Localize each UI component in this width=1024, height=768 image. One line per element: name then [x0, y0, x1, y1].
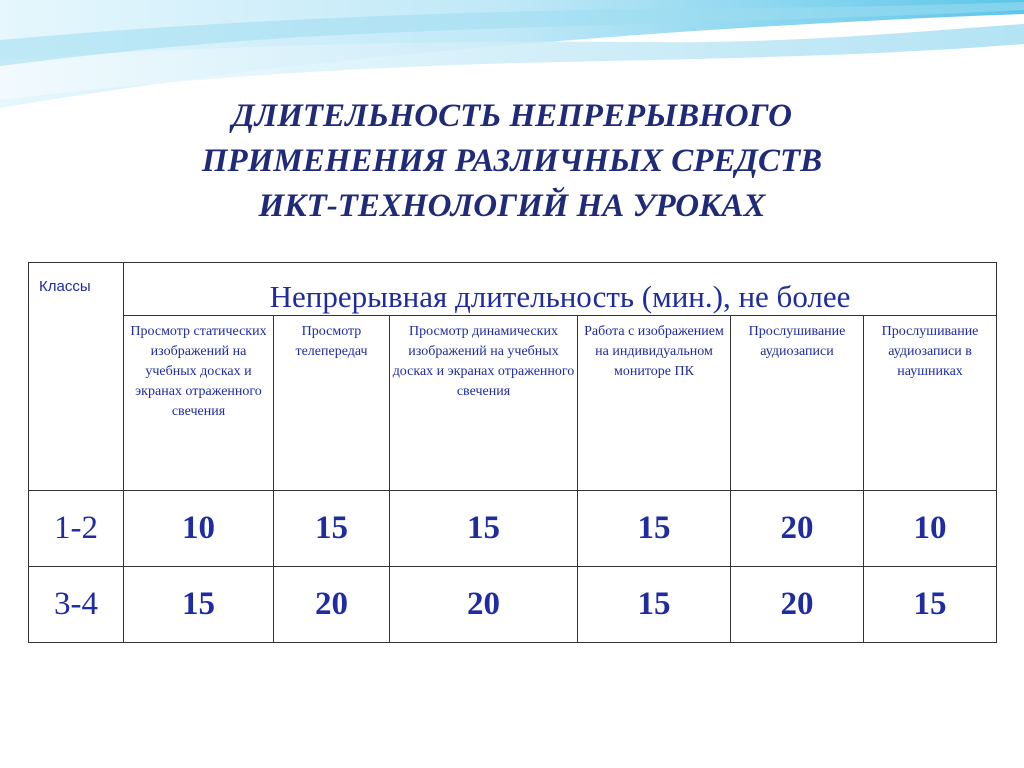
- table-cell: 15: [864, 567, 997, 643]
- header-duration-group: Непрерывная длительность (мин.), не более: [124, 263, 997, 316]
- column-header: Работа с изображением на индивидуальном мониторе ПК: [578, 316, 731, 491]
- table-cell: 10: [124, 491, 274, 567]
- table-row: [29, 491, 997, 567]
- table-cell: 15: [578, 567, 731, 643]
- slide-title: [60, 94, 964, 229]
- row-label: 3-4: [29, 567, 124, 643]
- table-cell: 15: [124, 567, 274, 643]
- title-line: ИКТ-ТЕХНОЛОГИЙ НА УРОКАХ: [258, 188, 766, 224]
- table-cell: 20: [390, 567, 578, 643]
- table-cell: 15: [274, 491, 390, 567]
- header-row-top: [29, 263, 997, 316]
- column-header: Прослушивание аудиозаписи в наушниках: [864, 316, 997, 491]
- column-header: Просмотр телепередач: [274, 316, 390, 491]
- table-cell: 20: [274, 567, 390, 643]
- table-cell: 20: [731, 567, 864, 643]
- table-cell: 15: [578, 491, 731, 567]
- row-label: 1-2: [29, 491, 124, 567]
- header-classes: Классы: [29, 263, 124, 491]
- table-row: [29, 567, 997, 643]
- header-row-sub: [29, 316, 997, 491]
- column-header: Прослушивание аудиозаписи: [731, 316, 864, 491]
- table-cell: 10: [864, 491, 997, 567]
- title-line: ДЛИТЕЛЬНОСТЬ НЕПРЕРЫВНОГО: [232, 98, 792, 134]
- table-cell: 15: [390, 491, 578, 567]
- title-line: ПРИМЕНЕНИЯ РАЗЛИЧНЫХ СРЕДСТВ: [201, 143, 823, 179]
- duration-table: [28, 262, 997, 643]
- column-header: Просмотр динамических изображений на учебных досках и экранах отраженного свечения: [390, 316, 578, 491]
- column-header: Просмотр статических изображений на учебных досках и экранах отраженного свечения: [124, 316, 274, 491]
- table-cell: 20: [731, 491, 864, 567]
